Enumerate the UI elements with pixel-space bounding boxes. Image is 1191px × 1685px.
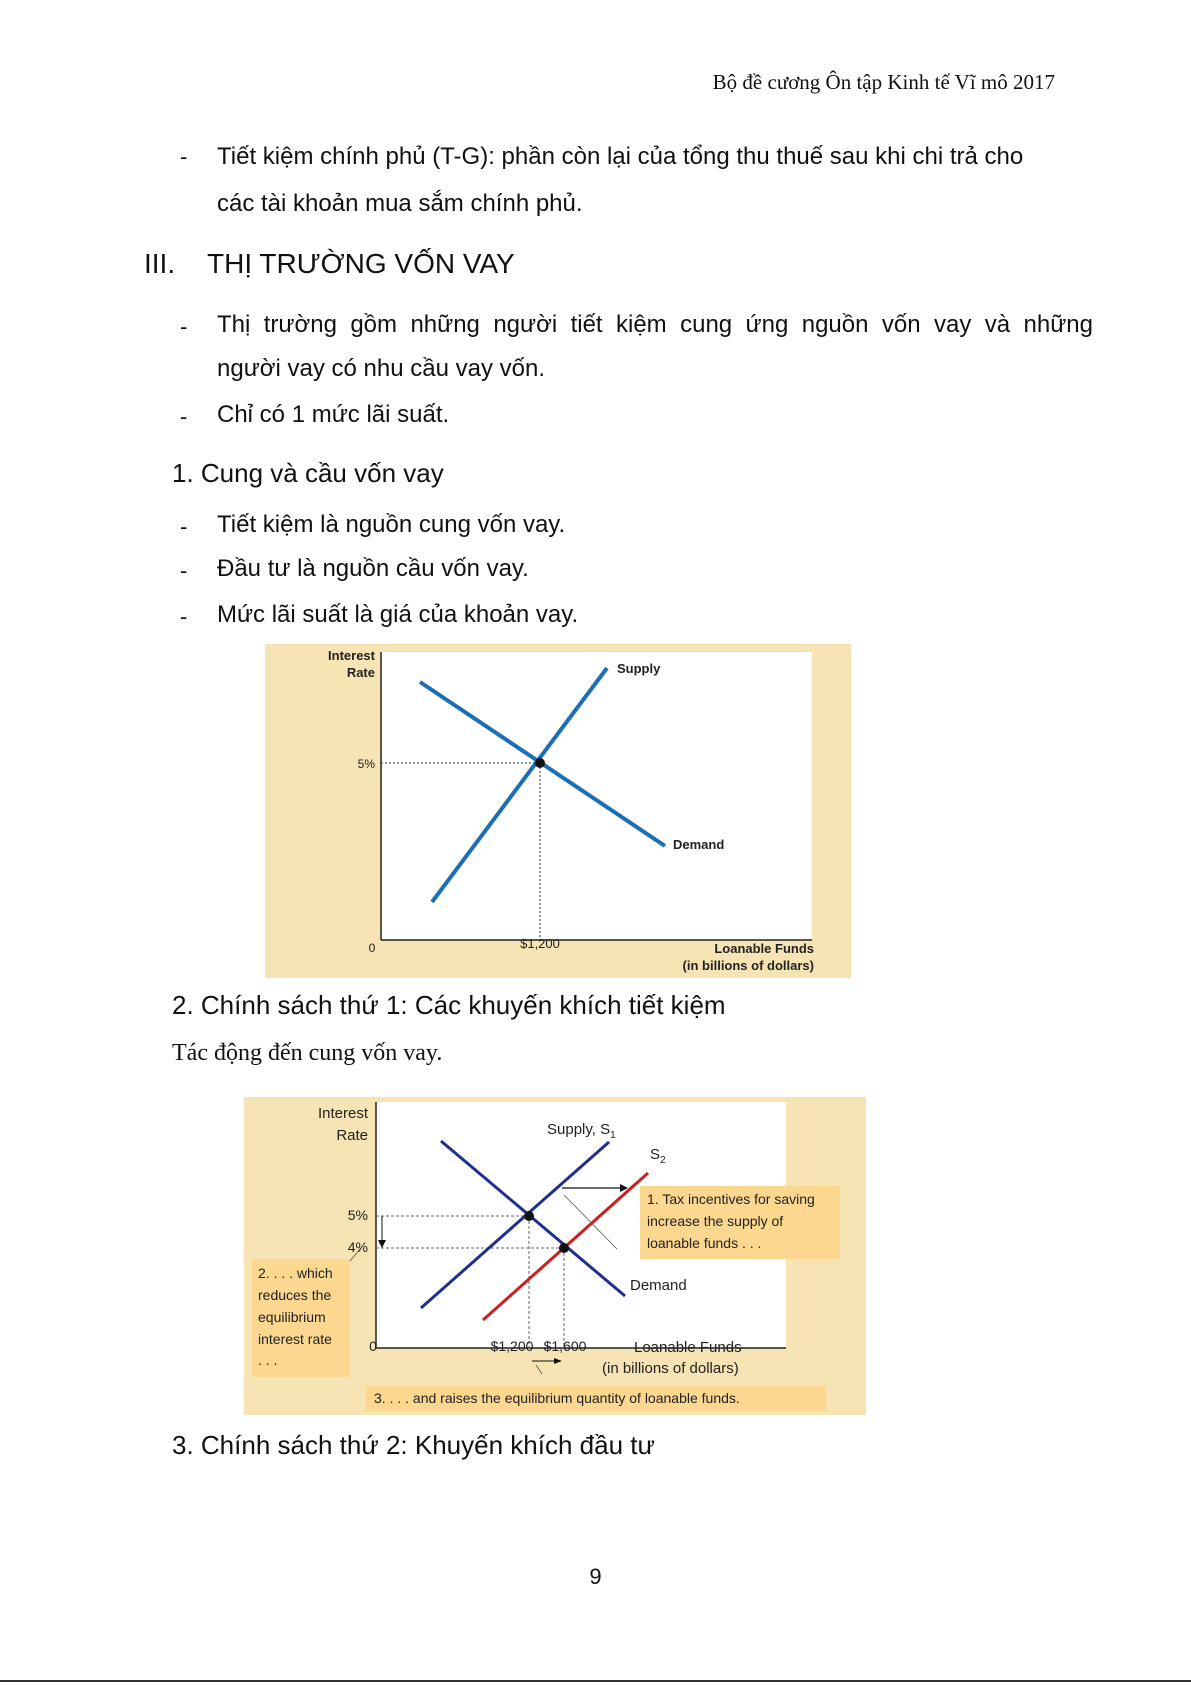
supply-s1-label: Supply, $S_1$ — [547, 1121, 616, 1141]
bullet-dash: - — [180, 514, 188, 539]
bullet-dash: - — [180, 604, 188, 629]
x-axis-label-line-2: (in billions of dollars) — [682, 958, 814, 973]
y-axis-label-line-2: Rate — [346, 665, 375, 680]
origin-label: 0 — [369, 1338, 377, 1354]
callout-2-line-4: interest rate — [258, 1331, 332, 1347]
equilibrium-point-2 — [559, 1243, 569, 1253]
supply-s2-label: $S_2$ — [650, 1146, 666, 1166]
intro-line-1: Tiết kiệm chính phủ (T-G): phần còn lại của tổng thu thuế sau khi chi trả cho — [217, 143, 1024, 170]
section-bullet-2: Chỉ có 1 mức lãi suất. — [217, 401, 450, 428]
y-axis-label-line-2: Rate — [336, 1127, 368, 1144]
subsection-2-text: Tác động đến cung vốn vay. — [172, 1040, 443, 1066]
sub1-bullet-3: Mức lãi suất là giá của khoản vay. — [217, 601, 579, 628]
x-tick-1600: $1,600 — [543, 1338, 587, 1354]
callout-2-line-3: equilibrium — [258, 1309, 326, 1325]
callout-3-text: 3. . . . and raises the equilibrium quantity of loanable funds. — [374, 1390, 740, 1406]
footer-rule — [0, 1680, 1191, 1682]
section-bullet-1-line-2: người vay có nhu cầu vay vốn. — [217, 355, 545, 382]
loanable-funds-chart — [265, 644, 851, 978]
y-axis-label-line-1: Interest — [328, 648, 375, 663]
section-number: III. — [144, 248, 176, 279]
equilibrium-point — [535, 758, 545, 768]
saving-incentive-chart-svg — [244, 1097, 866, 1415]
subsection-3-title: 3. Chính sách thứ 2: Khuyến khích đầu tư — [172, 1430, 655, 1460]
bullet-dash: - — [180, 404, 188, 429]
intro-line-2: các tài khoản mua sắm chính phủ. — [217, 190, 583, 217]
y-tick-4: 4% — [347, 1239, 368, 1255]
x-tick-1200: $1,200 — [490, 1338, 534, 1354]
x-axis-label-line-2: (in billions of dollars) — [602, 1360, 739, 1377]
callout-2-line-2: reduces the — [258, 1287, 332, 1303]
bullet-dash: - — [180, 314, 188, 339]
section-bullet-1-line-1: Thị trường gồm những người tiết kiệm cung ứng nguồn vốn vay và những — [217, 311, 1093, 338]
x-axis-label-line-1: Loanable Funds — [634, 1339, 742, 1356]
x-tick-label: $1,200 — [520, 936, 560, 951]
bullet-dash: - — [180, 144, 188, 169]
document-header: Bộ đề cương Ôn tập Kinh tế Vĩ mô 2017 — [712, 70, 1055, 94]
equilibrium-point-1 — [524, 1211, 534, 1221]
quantity-arrowhead — [554, 1358, 562, 1364]
y-tick-label: 5% — [357, 757, 375, 771]
callout-2-line-1: 2. . . . which — [258, 1265, 333, 1281]
y-tick-5: 5% — [347, 1207, 368, 1223]
callout-leader-3 — [536, 1365, 542, 1374]
callout-2-line-5: . . . — [258, 1352, 278, 1368]
y-axis-label-line-1: Interest — [317, 1105, 368, 1122]
callout-1-line-2: increase the supply of — [647, 1213, 784, 1229]
plot-area — [381, 652, 812, 940]
callout-1-line-1: 1. Tax incentives for saving — [647, 1191, 815, 1207]
bullet-dash: - — [180, 558, 188, 583]
origin-label: 0 — [368, 941, 376, 955]
demand-label: Demand — [630, 1277, 687, 1294]
supply-label: Supply — [617, 661, 661, 676]
saving-incentive-chart — [244, 1097, 866, 1415]
sub1-bullet-1: Tiết kiệm là nguồn cung vốn vay. — [217, 511, 566, 538]
sub1-bullet-2: Đầu tư là nguồn cầu vốn vay. — [217, 555, 529, 582]
x-axis-label-line-1: Loanable Funds — [714, 941, 814, 956]
subsection-1-title: 1. Cung và cầu vốn vay — [172, 458, 444, 488]
callout-1-line-3: loanable funds . . . — [647, 1235, 762, 1251]
page-number: 9 — [589, 1564, 602, 1589]
loanable-funds-chart-svg — [265, 644, 851, 978]
subsection-2-title: 2. Chính sách thứ 1: Các khuyến khích tiết kiệm — [172, 990, 726, 1020]
section-title: THỊ TRƯỜNG VỐN VAY — [207, 248, 515, 279]
demand-label: Demand — [673, 837, 725, 852]
